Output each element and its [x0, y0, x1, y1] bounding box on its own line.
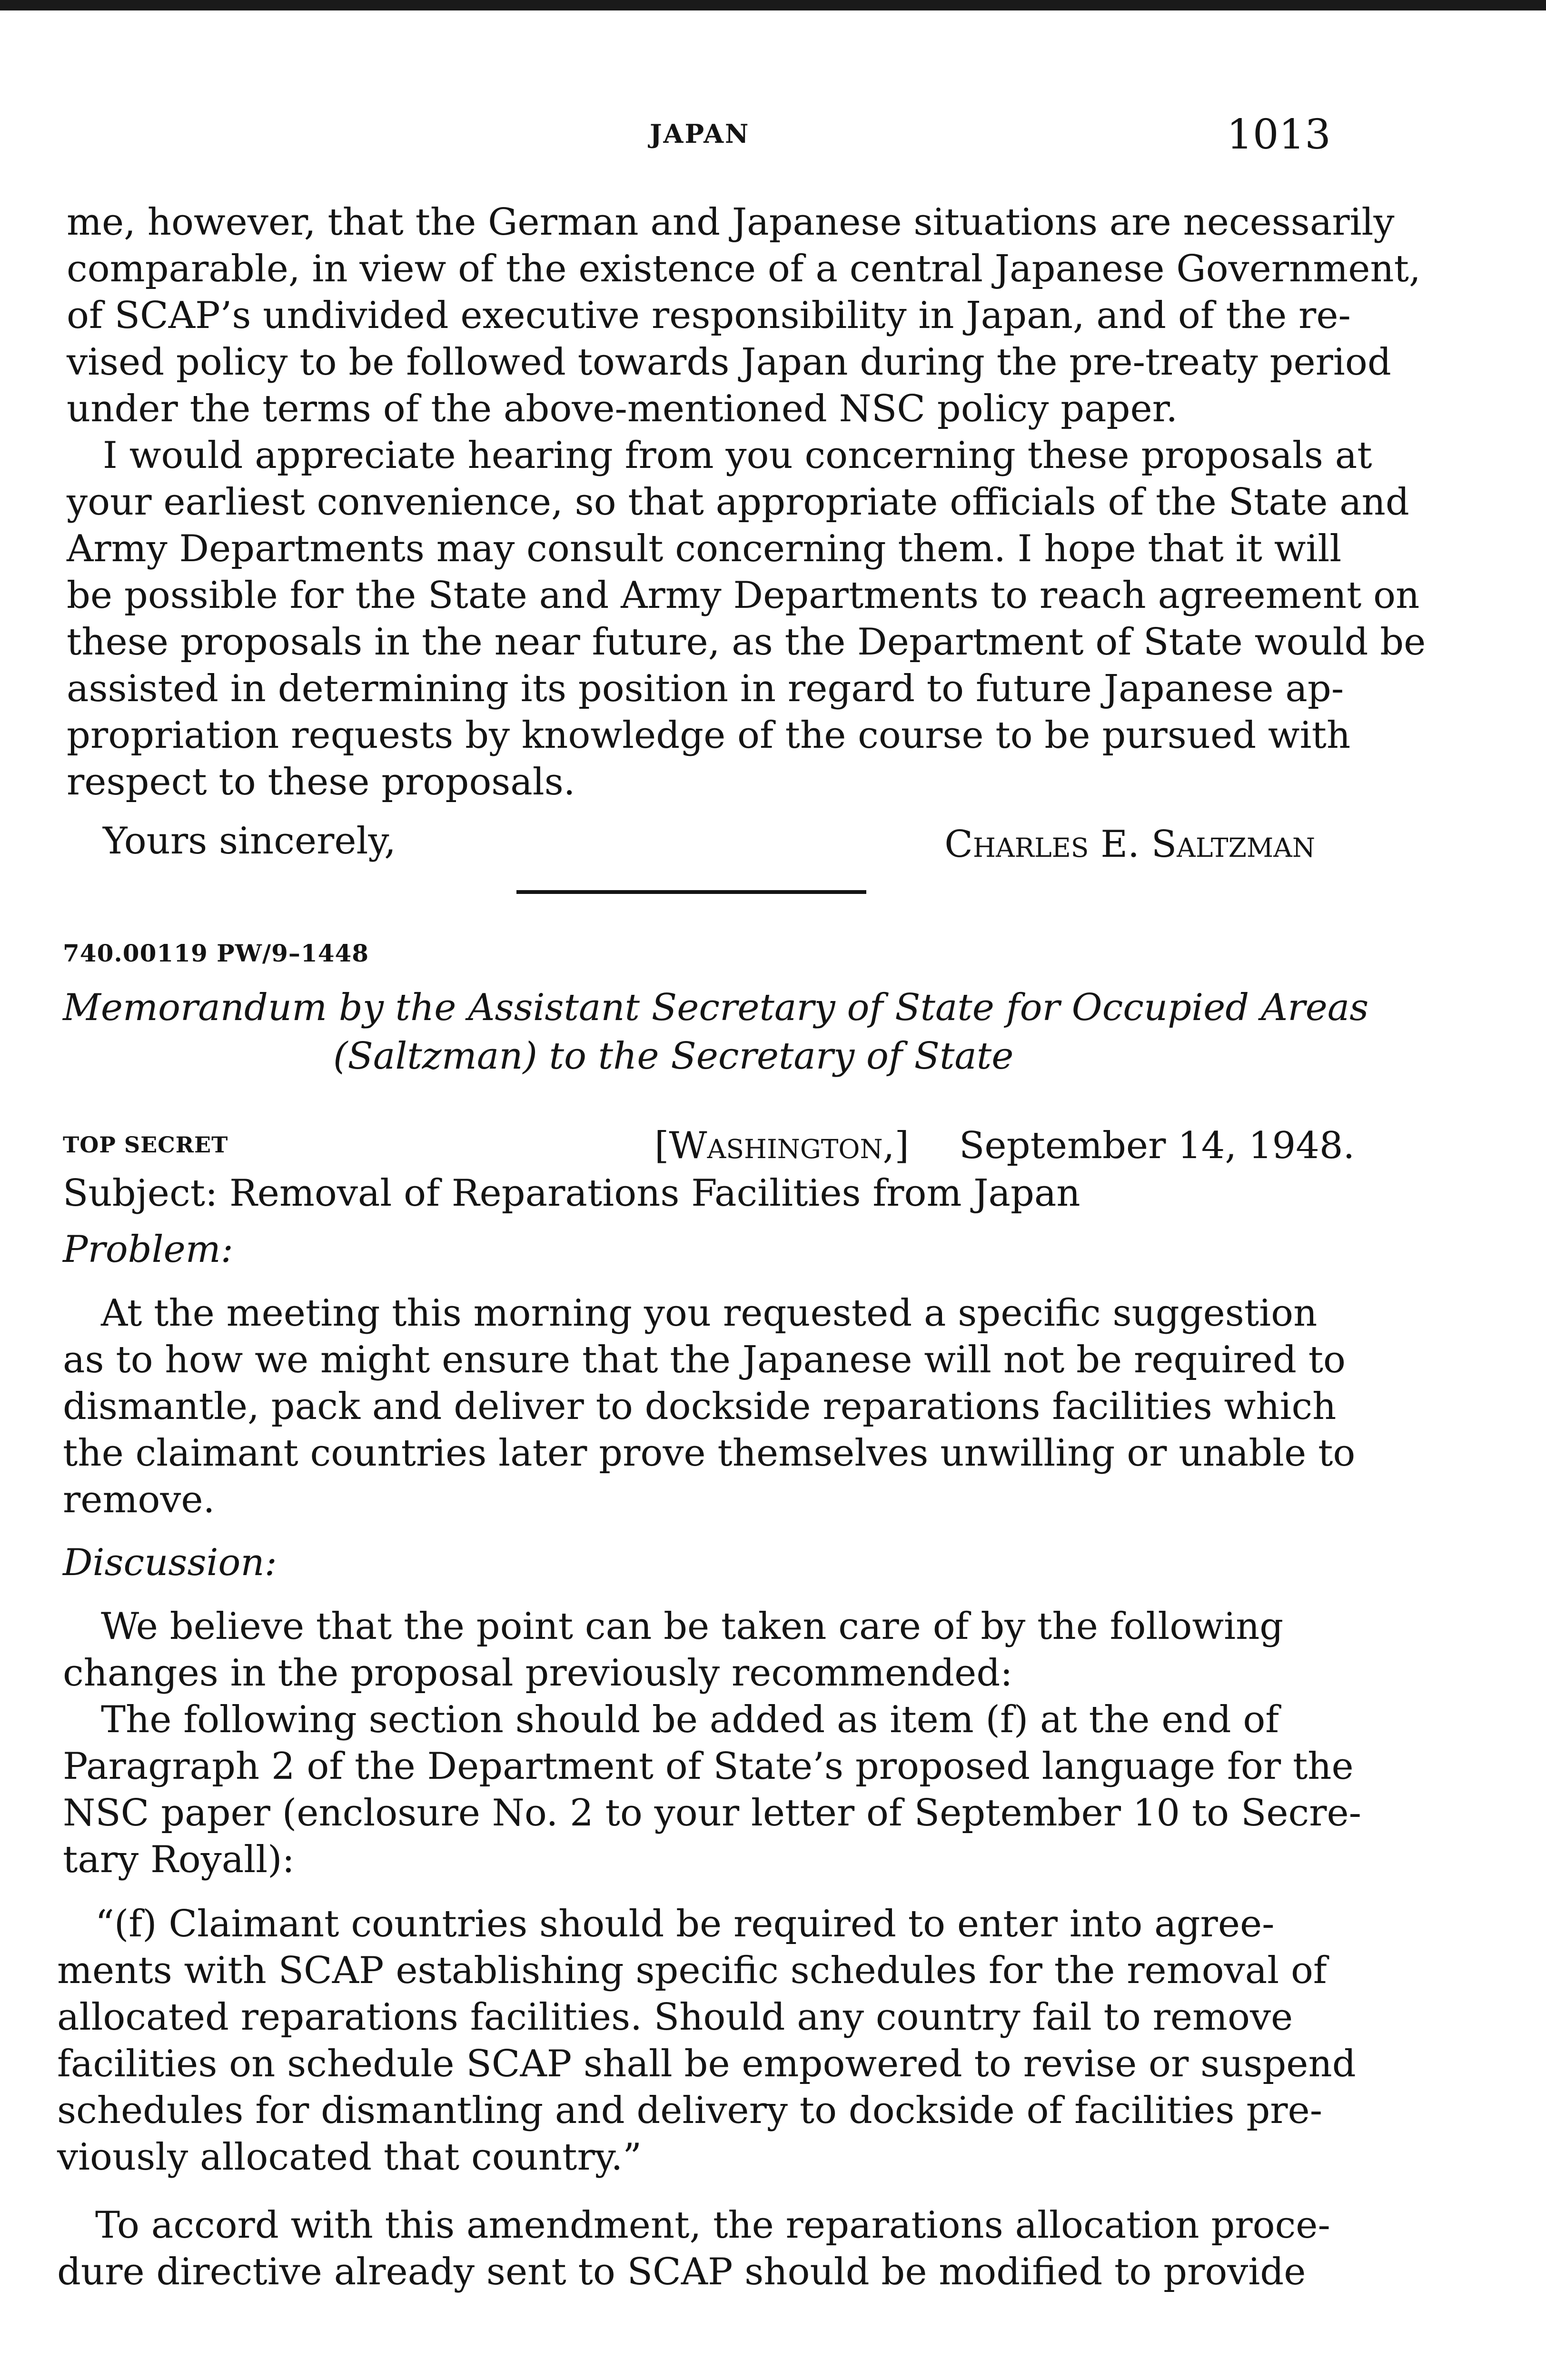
body-line: these proposals in the near future, as the Department of State would be	[67, 621, 1426, 664]
body-line: under the terms of the above-mentioned NSC policy paper.	[67, 387, 1178, 430]
page-number: 1013	[1227, 111, 1331, 159]
classification-label: TOP SECRET	[63, 1132, 228, 1158]
running-title: JAPAN	[650, 119, 750, 149]
problem-heading: Problem:	[63, 1228, 234, 1271]
memo-date: September 14, 1948.	[959, 1124, 1355, 1167]
file-reference: 740.00119 PW/9–1448	[63, 939, 369, 967]
body-line: NSC paper (enclosure No. 2 to your letter of September 10 to Secre-	[63, 1792, 1362, 1835]
body-line: the claimant countries later prove themselves unwilling or unable to	[63, 1432, 1356, 1475]
letter-signature: Charles E. Saltzman	[944, 823, 1315, 866]
body-line: tary Royall):	[63, 1838, 295, 1881]
body-line: Army Departments may consult concerning them. I hope that it will	[67, 527, 1342, 570]
body-line: me, however, that the German and Japanese situations are necessarily	[67, 201, 1395, 244]
body-line: To accord with this amendment, the reparations allocation proce-	[95, 2204, 1330, 2247]
memo-title-line-2: (Saltzman) to the Secretary of State	[333, 1035, 1014, 1078]
body-line: We believe that the point can be taken care of by the following	[101, 1605, 1284, 1648]
quote-line: schedules for dismantling and delivery to dockside of facilities pre-	[57, 2089, 1323, 2132]
quote-line: viously allocated that country.”	[57, 2136, 642, 2179]
body-line: as to how we might ensure that the Japanese will not be required to	[63, 1339, 1346, 1381]
body-line: dismantle, pack and deliver to dockside reparations facilities which	[63, 1385, 1337, 1428]
body-line: respect to these proposals.	[67, 761, 575, 803]
body-line: I would appreciate hearing from you concerning these proposals at	[103, 434, 1372, 477]
body-line: of SCAP’s undivided executive responsibility in Japan, and of the re-	[67, 294, 1351, 337]
discussion-heading: Discussion:	[63, 1541, 277, 1584]
body-line: The following section should be added as item (f) at the end of	[101, 1698, 1279, 1741]
memo-subject: Subject: Removal of Reparations Facilities from Japan	[63, 1172, 1080, 1215]
quote-line: allocated reparations facilities. Should any country fail to remove	[57, 1996, 1293, 2039]
body-line: remove.	[63, 1478, 215, 1521]
quote-line: ments with SCAP establishing specific schedules for the removal of	[57, 1949, 1327, 1992]
body-line: dure directive already sent to SCAP should be modified to provide	[57, 2251, 1306, 2293]
body-line: At the meeting this morning you requested a specific suggestion	[101, 1292, 1318, 1335]
body-line: comparable, in view of the existence of a central Japanese Government,	[67, 248, 1421, 290]
body-line: your earliest convenience, so that appropriate officials of the State and	[67, 481, 1409, 524]
letter-closing: Yours sincerely,	[103, 820, 396, 863]
body-line: changes in the proposal previously recommended:	[63, 1652, 1013, 1695]
quote-line: “(f) Claimant countries should be required to enter into agree-	[95, 1903, 1275, 1945]
quote-line: facilities on schedule SCAP shall be empowered to revise or suspend	[57, 2043, 1356, 2085]
body-line: propriation requests by knowledge of the course to be pursued with	[67, 714, 1351, 757]
body-line: assisted in determining its position in regard to future Japanese ap-	[67, 667, 1344, 710]
body-line: vised policy to be followed towards Japan during the pre-treaty period	[67, 341, 1391, 384]
body-line: Paragraph 2 of the Department of State’s proposed language for the	[63, 1745, 1354, 1788]
memo-title-line-1: Memorandum by the Assistant Secretary of State for Occupied Areas	[63, 986, 1369, 1029]
memo-place: [Washington,]	[654, 1124, 909, 1167]
body-line: be possible for the State and Army Departments to reach agreement on	[67, 574, 1420, 617]
section-divider	[516, 890, 866, 894]
